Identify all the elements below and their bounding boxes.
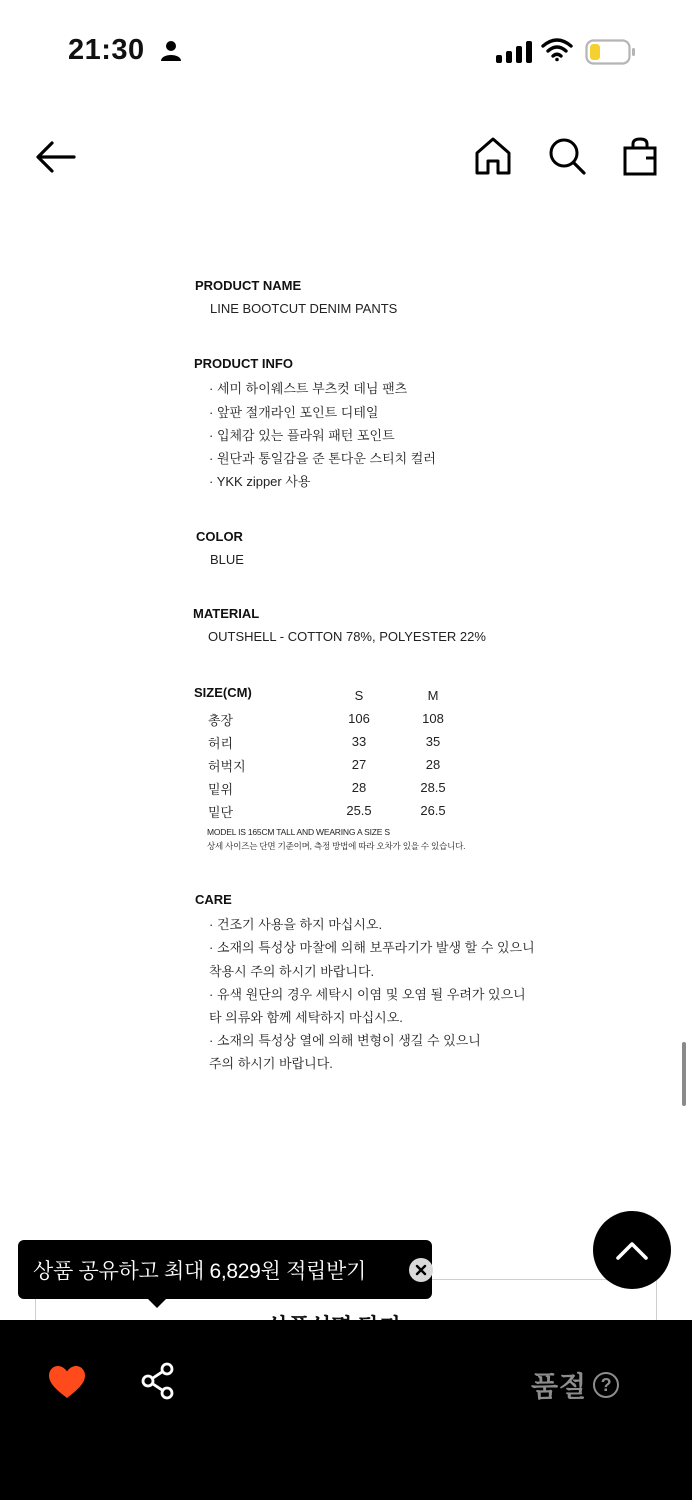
- size-header-m: M: [427, 688, 439, 703]
- size-row-s: 27: [351, 757, 367, 772]
- size-row-s: 106: [348, 711, 370, 726]
- size-row-m: 26.5: [420, 803, 446, 818]
- size-row-s: 33: [351, 734, 367, 749]
- close-icon[interactable]: [409, 1258, 433, 1282]
- size-row-s: 25.5: [346, 803, 372, 818]
- color-value: BLUE: [210, 552, 244, 567]
- person-icon: [160, 40, 182, 67]
- status-time: 21:30: [68, 34, 145, 66]
- share-icon[interactable]: [140, 1362, 176, 1405]
- info-item: · 입체감 있는 플라워 패턴 포인트: [209, 428, 395, 443]
- info-item: · YKK zipper 사용: [209, 474, 311, 489]
- material-title: MATERIAL: [193, 606, 260, 621]
- size-row-m: 28.5: [420, 780, 446, 795]
- size-row-label: 밑위: [208, 782, 234, 797]
- care-line: · 소재의 특성상 열에 의해 변형이 생길 수 있으니: [209, 1033, 481, 1048]
- back-arrow-icon[interactable]: [34, 137, 78, 182]
- size-header-s: S: [354, 688, 364, 703]
- care-line: · 건조기 사용을 하지 마십시오.: [209, 917, 383, 932]
- soldout-status: [531, 1365, 619, 1405]
- shopping-bag-icon[interactable]: [622, 136, 658, 181]
- info-item: · 원단과 통일감을 준 톤다운 스티치 컬러: [209, 451, 436, 466]
- care-title: CARE: [195, 892, 232, 907]
- info-item: · 앞판 절개라인 포인트 디테일: [209, 405, 379, 420]
- signal-icon: [496, 41, 532, 63]
- size-row-s: 28: [351, 780, 367, 795]
- search-icon[interactable]: [547, 136, 587, 181]
- care-line: 착용시 주의 하시기 바랍니다.: [209, 964, 375, 979]
- chevron-up-icon: [615, 1239, 649, 1261]
- bottom-action-bar: [0, 1320, 692, 1500]
- size-row-label: 허벅지: [208, 759, 246, 774]
- product-name-value: LINE BOOTCUT DENIM PANTS: [210, 301, 398, 316]
- size-note-model: MODEL IS 165CM TALL AND WEARING A SIZE S: [207, 827, 390, 837]
- care-line: · 유색 원단의 경우 세탁시 이염 및 오염 될 우려가 있으니: [209, 987, 526, 1002]
- size-note-measure: 상세 사이즈는 단면 기준이며, 측정 방법에 따라 오차가 있을 수 있습니다.: [207, 841, 466, 851]
- product-info-title: PRODUCT INFO: [194, 356, 293, 371]
- wifi-icon: [541, 38, 573, 67]
- care-line: 타 의류와 함께 세탁하지 마십시오.: [209, 1010, 403, 1025]
- soldout-label: 품절: [531, 1371, 588, 1402]
- heart-icon[interactable]: [48, 1365, 86, 1404]
- home-icon[interactable]: [474, 136, 512, 181]
- share-reward-tooltip: [18, 1240, 432, 1299]
- battery-icon: [585, 39, 637, 70]
- scrollbar[interactable]: [682, 1042, 686, 1106]
- product-name-title: PRODUCT NAME: [195, 278, 302, 293]
- size-row-label: 허리: [208, 736, 234, 751]
- help-icon[interactable]: ?: [593, 1372, 619, 1398]
- size-row-label: 밑단: [208, 805, 234, 820]
- color-title: COLOR: [196, 529, 243, 544]
- care-line: 주의 하시기 바랍니다.: [209, 1056, 333, 1071]
- size-row-m: 28: [425, 757, 441, 772]
- size-row-label: 총장: [208, 713, 234, 728]
- size-row-m: 35: [425, 734, 441, 749]
- material-value: OUTSHELL - COTTON 78%, POLYESTER 22%: [208, 629, 486, 644]
- tooltip-tail: [147, 1298, 167, 1308]
- scroll-top-button[interactable]: [593, 1211, 671, 1289]
- size-title: SIZE(CM): [194, 685, 252, 700]
- care-line: · 소재의 특성상 마찰에 의해 보푸라기가 발생 할 수 있으니: [209, 940, 535, 955]
- size-row-m: 108: [422, 711, 444, 726]
- info-item: · 세미 하이웨스트 부츠컷 데님 팬츠: [209, 381, 408, 396]
- tooltip-text: 상품 공유하고 최대 6,829원 적립받기: [33, 1259, 367, 1283]
